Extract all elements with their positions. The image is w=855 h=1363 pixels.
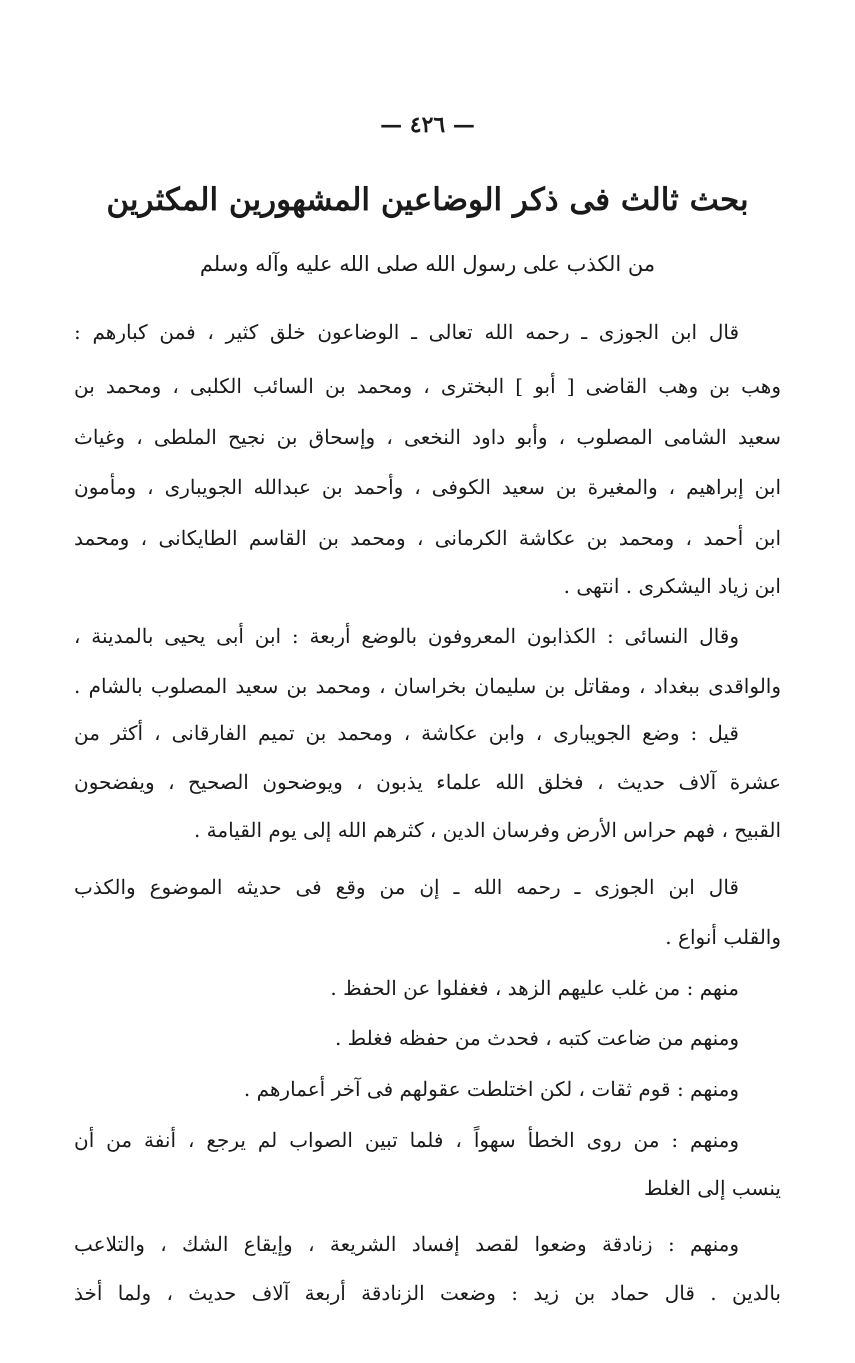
text-line: ومنهم : زنادقة وضعوا لقصد إفساد الشريعة ، وإيقاع الشك ، والتلاعب [74,1232,739,1256]
text-line: القبيح ، فهم حراس الأرض وفرسان الدين ، كثرهم الله إلى يوم القيامة . [193,818,781,842]
text-line: بالدين . قال حماد بن زيد : وضعت الزنادقة أربعة آلاف حديث ، ولما أخذ [74,1281,781,1305]
text-line: منهم : من غلب عليهم الزهد ، فغفلوا عن الحفظ . [330,976,739,1000]
text-line: ومنهم : قوم ثقات ، لكن اختلطت عقولهم فى آخر أعمارهم . [243,1077,739,1101]
text-line: ابن إبراهيم ، والمغيرة بن سعيد الكوفى ، وأحمد بن عبدالله الجويبارى ، ومأمون [74,475,781,499]
text-line: ومنهم : من روى الخطأ سهواً ، فلما تبين الصواب لم يرجع ، أنفة من أن [74,1128,739,1152]
text-line: وقال النسائى : الكذابون المعروفون بالوضع أربعة : ابن أبى يحيى بالمدينة ، [74,624,739,648]
text-line: قال ابن الجوزى ـ رحمه الله تعالى ـ الوضاعون خلق كثير ، فمن كبارهم : [74,320,739,344]
text-line: عشرة آلاف حديث ، فخلق الله علماء يذبون ، ويوضحون الصحيح ، ويفضحون [74,770,781,794]
text-line: قيل : وضع الجويبارى ، وابن عكاشة ، ومحمد بن تميم الفارقانى ، أكثر من [74,721,739,745]
text-line: قال ابن الجوزى ـ رحمه الله ـ إن من وقع فى حديثه الموضوع والكذب [74,875,739,899]
text-line: ابن زياد اليشكرى . انتهى . [563,574,781,598]
text-line: ومنهم من ضاعت كتبه ، فحدث من حفظه فغلط . [334,1026,739,1050]
section-title: بحث ثالث فى ذكر الوضاعين المشهورين المكثرين [106,182,749,218]
text-line: والواقدى ببغداد ، ومقاتل بن سليمان بخراسان ، ومحمد بن سعيد المصلوب بالشام . [74,674,782,698]
section-subtitle: من الكذب على رسول الله صلى الله عليه وآله وسلم [199,252,656,276]
text-line: سعيد الشامى المصلوب ، وأبو داود النخعى ، وإسحاق بن نجيح الملطى ، وغياث [74,425,781,449]
text-line: والقلب أنواع . [665,925,781,949]
text-line: ينسب إلى الغلط [643,1176,781,1200]
text-line: وهب بن وهب القاضى [ أبو ] البخترى ، ومحمد بن السائب الكلبى ، ومحمد بن [74,374,781,398]
page-number: — ٤٢٦ — [380,112,475,138]
text-line: ابن أحمد ، ومحمد بن عكاشة الكرمانى ، ومحمد بن القاسم الطايكانى ، ومحمد [74,526,781,550]
